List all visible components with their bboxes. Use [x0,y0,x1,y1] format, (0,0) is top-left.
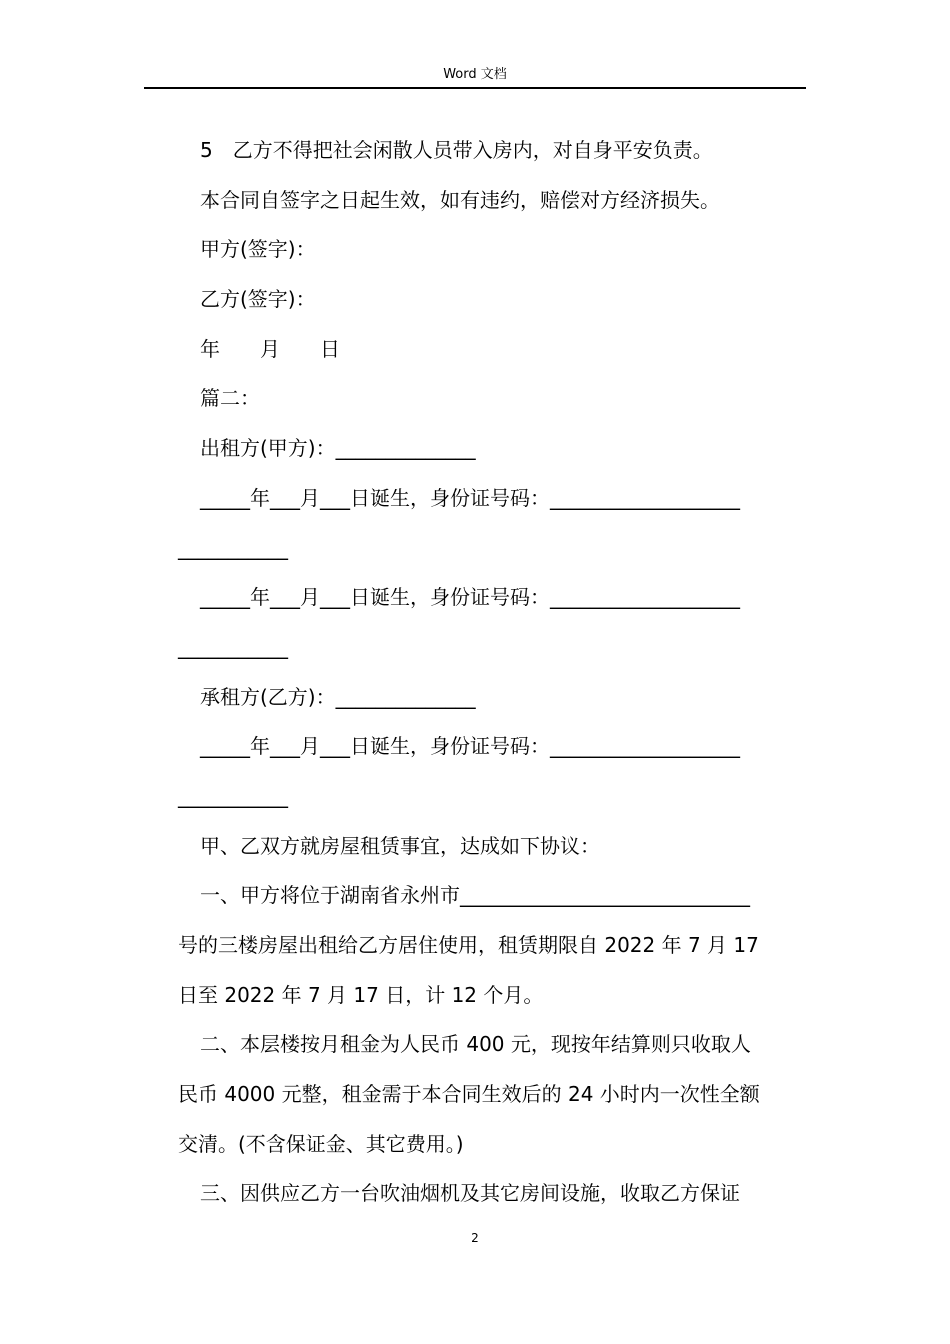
page-number-text: 2 [471,1231,479,1245]
body-line: 5 乙方不得把社会闲散人员带入房内，对自身平安负责。 [200,138,713,162]
body-line: ___________ [178,783,288,808]
page-header [144,66,806,84]
body-line: _____年___月___日诞生，身份证号码：___________________ [200,485,740,510]
document-body [178,126,800,1219]
body-line: 甲、乙双方就房屋租赁事宜，达成如下协议： [200,833,600,858]
header-divider [144,87,806,89]
body-line: 篇二： [200,386,260,411]
body-line: 甲方(签字)： [200,237,316,262]
body-line: _____年___月___日诞生，身份证号码：___________________ [200,734,740,759]
body-line: 号的三楼房屋出租给乙方居住使用，租赁期限自 2022 年 7 月 17 [178,933,759,957]
body-line: _____年___月___日诞生，身份证号码：___________________ [200,585,740,610]
body-line: ___________ [178,535,288,560]
body-line: 二、本层楼按月租金为人民币 400 元，现按年结算则只收取人 [200,1032,751,1057]
body-line: 本合同自签字之日起生效，如有违约，赔偿对方经济损失。 [200,187,720,212]
body-line: 一、甲方将位于湖南省永州市_____________________________ [200,883,750,908]
body-line: 交清。(不含保证金、其它费用。) [178,1131,464,1156]
header-title: Word 文档 [443,67,507,82]
body-line: 年 月 日 [200,336,340,361]
body-line: 承租方(乙方)：______________ [200,684,476,709]
body-line: 三、因供应乙方一台吹油烟机及其它房间设施，收取乙方保证 [200,1181,740,1206]
body-line: 出租方(甲方)：______________ [200,436,476,461]
body-line: ___________ [178,634,288,659]
page-number [0,1230,950,1246]
body-line: 民币 4000 元整，租金需于本合同生效后的 24 小时内一次性全额 [178,1082,760,1107]
body-line: 日至 2022 年 7 月 17 日，计 12 个月。 [178,982,544,1007]
body-line: 乙方(签字)： [200,287,316,312]
